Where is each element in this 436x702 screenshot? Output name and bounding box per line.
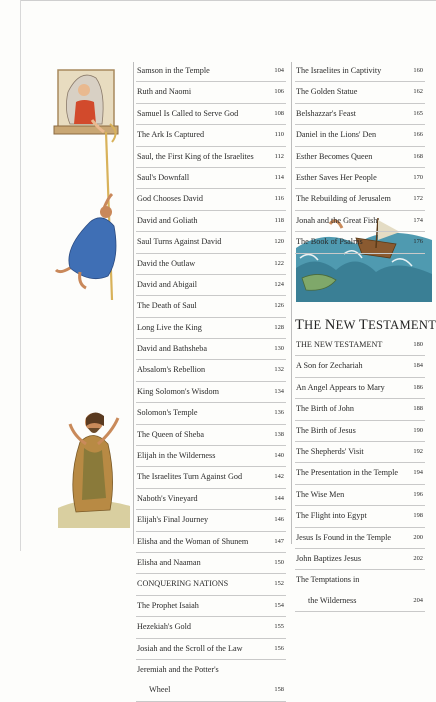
entry-page: 110 bbox=[274, 131, 284, 139]
contents-entry[interactable] bbox=[136, 189, 286, 210]
entry-page: 122 bbox=[274, 259, 284, 267]
entry-title: The Queen of Sheba bbox=[137, 429, 205, 439]
entry-page: 114 bbox=[274, 173, 284, 181]
entry-page: 170 bbox=[413, 173, 423, 181]
contents-entry[interactable] bbox=[136, 617, 286, 638]
contents-entry[interactable] bbox=[295, 125, 425, 146]
contents-entry-continued[interactable] bbox=[136, 680, 286, 701]
entry-title: The Book of Psalms bbox=[296, 237, 363, 247]
entry-page: 116 bbox=[274, 195, 284, 203]
contents-entry[interactable] bbox=[295, 168, 425, 189]
left-contents-column bbox=[136, 61, 286, 702]
entry-page: 162 bbox=[413, 88, 423, 96]
entry-title: David and Abigail bbox=[137, 279, 198, 289]
contents-entry[interactable] bbox=[136, 147, 286, 168]
woman-at-window-illustration bbox=[50, 62, 135, 300]
entry-title: Hezekiah's Gold bbox=[137, 622, 191, 632]
entry-page: 188 bbox=[413, 405, 423, 413]
entry-title: The Birth of Jesus bbox=[296, 425, 356, 435]
contents-entry[interactable] bbox=[295, 463, 425, 484]
contents-entry[interactable] bbox=[136, 82, 286, 103]
entry-page: 132 bbox=[274, 366, 284, 374]
entry-title: Naboth's Vineyard bbox=[137, 493, 198, 503]
contents-entry[interactable] bbox=[136, 660, 286, 680]
contents-entry[interactable] bbox=[295, 528, 425, 549]
entry-title: The Rebuilding of Jerusalem bbox=[296, 194, 391, 204]
entry-page: 160 bbox=[413, 67, 423, 74]
entry-title: The Temptations in bbox=[296, 575, 360, 585]
entry-title: Elisha and the Woman of Shunem bbox=[137, 536, 249, 546]
contents-entry[interactable] bbox=[136, 382, 286, 403]
contents-entry[interactable] bbox=[295, 61, 425, 82]
contents-entry[interactable] bbox=[295, 378, 425, 399]
contents-entry[interactable] bbox=[136, 446, 286, 467]
contents-entry[interactable] bbox=[295, 399, 425, 420]
entry-title: The Ark Is Captured bbox=[137, 130, 205, 140]
entry-title: CONQUERING NATIONS bbox=[137, 579, 229, 589]
entry-page: 204 bbox=[413, 596, 423, 604]
entry-title: Absalom's Rebellion bbox=[137, 365, 206, 375]
contents-entry[interactable] bbox=[295, 549, 425, 570]
entry-page: 112 bbox=[274, 152, 284, 160]
entry-page: 150 bbox=[274, 558, 284, 566]
left-column-rule bbox=[133, 62, 134, 544]
entry-title: Belshazzar's Feast bbox=[296, 108, 356, 118]
entry-page: 138 bbox=[274, 430, 284, 438]
entry-title: King Solomon's Wisdom bbox=[137, 386, 219, 396]
contents-entry[interactable] bbox=[295, 232, 425, 253]
entry-page: 144 bbox=[274, 494, 284, 502]
entry-page: 174 bbox=[413, 216, 423, 224]
entry-title: THE NEW TESTAMENT bbox=[296, 340, 383, 349]
entry-page: 202 bbox=[413, 554, 423, 562]
contents-entry[interactable] bbox=[295, 147, 425, 168]
contents-entry[interactable] bbox=[136, 489, 286, 510]
entry-page: 126 bbox=[274, 302, 284, 310]
entry-page: 152 bbox=[274, 580, 284, 588]
entry-title-continued: Wheel bbox=[149, 685, 171, 695]
entry-title: God Chooses David bbox=[137, 194, 203, 204]
entry-title: The Israelites Turn Against God bbox=[137, 472, 243, 482]
contents-entry[interactable] bbox=[136, 596, 286, 617]
entry-page: 136 bbox=[274, 409, 284, 417]
contents-entry[interactable] bbox=[136, 104, 286, 125]
entry-title: Esther Becomes Queen bbox=[296, 151, 373, 161]
entry-title: The Prophet Isaiah bbox=[137, 600, 199, 610]
contents-entry[interactable] bbox=[295, 356, 425, 377]
entry-page: 186 bbox=[413, 383, 423, 391]
entry-page: 190 bbox=[413, 426, 423, 434]
contents-entry[interactable] bbox=[136, 232, 286, 253]
page-edge-left bbox=[20, 0, 21, 551]
entry-title-continued: the Wilderness bbox=[308, 595, 357, 605]
entry-title: Solomon's Temple bbox=[137, 408, 198, 418]
contents-entry[interactable] bbox=[136, 339, 286, 360]
entry-title: Daniel in the Lions' Den bbox=[296, 130, 377, 140]
contents-entry[interactable] bbox=[295, 421, 425, 442]
entry-title: Jonah and the Great Fish bbox=[296, 215, 378, 225]
contents-entry[interactable] bbox=[136, 61, 286, 82]
entry-title: Saul Turns Against David bbox=[137, 237, 222, 247]
entry-page: 196 bbox=[413, 490, 423, 498]
entry-title: David the Outlaw bbox=[137, 258, 196, 268]
contents-entry[interactable] bbox=[136, 275, 286, 296]
contents-entry[interactable] bbox=[295, 570, 425, 590]
entry-page: 166 bbox=[413, 131, 423, 139]
entry-page: 104 bbox=[274, 67, 284, 74]
entry-page: 176 bbox=[413, 238, 423, 246]
contents-entry[interactable] bbox=[295, 211, 425, 232]
entry-title: Saul's Downfall bbox=[137, 172, 190, 182]
entry-page: 108 bbox=[274, 109, 284, 117]
entry-page: 156 bbox=[274, 644, 284, 652]
entry-page: 124 bbox=[274, 280, 284, 288]
entry-page: 192 bbox=[413, 447, 423, 455]
entry-title: Ruth and Naomi bbox=[137, 87, 192, 97]
contents-entry[interactable] bbox=[136, 639, 286, 660]
contents-entry[interactable] bbox=[136, 168, 286, 189]
contents-entry[interactable] bbox=[136, 403, 286, 424]
entry-page: 158 bbox=[274, 686, 284, 694]
entry-page: 180 bbox=[413, 341, 423, 348]
entry-title: Jesus Is Found in the Temple bbox=[296, 532, 392, 542]
contents-entry[interactable] bbox=[136, 318, 286, 339]
entry-title: Long Live the King bbox=[137, 322, 202, 332]
contents-entry[interactable] bbox=[295, 189, 425, 210]
entry-page: 184 bbox=[413, 362, 423, 370]
contents-section-entry[interactable] bbox=[295, 335, 425, 356]
entry-title: Jeremiah and the Potter's bbox=[137, 664, 219, 674]
entry-page: 200 bbox=[413, 533, 423, 541]
entry-page: 128 bbox=[274, 323, 284, 331]
contents-entry[interactable] bbox=[295, 82, 425, 103]
contents-entry[interactable] bbox=[295, 485, 425, 506]
contents-entry[interactable] bbox=[136, 296, 286, 317]
contents-entry[interactable] bbox=[136, 510, 286, 531]
entry-page: 106 bbox=[274, 88, 284, 96]
contents-entry[interactable] bbox=[136, 360, 286, 381]
entry-page: 140 bbox=[274, 452, 284, 460]
contents-entry[interactable] bbox=[136, 467, 286, 488]
entry-page: 147 bbox=[274, 537, 284, 545]
entry-title: The Shepherds' Visit bbox=[296, 446, 364, 456]
new-testament-heading: THE NEW TESTAMENT bbox=[295, 317, 436, 333]
entry-page: 198 bbox=[413, 512, 423, 520]
entry-title: Josiah and the Scroll of the Law bbox=[137, 643, 243, 653]
center-column-rule bbox=[291, 62, 292, 544]
entry-title: A Son for Zechariah bbox=[296, 361, 363, 371]
entry-title: David and Goliath bbox=[137, 215, 198, 225]
new-testament-column bbox=[295, 313, 436, 612]
contents-entry[interactable] bbox=[136, 211, 286, 232]
entry-title: John Baptizes Jesus bbox=[296, 553, 362, 563]
entry-page: 194 bbox=[413, 469, 423, 477]
entry-page: 168 bbox=[413, 152, 423, 160]
entry-title: The Death of Saul bbox=[137, 301, 197, 311]
entry-page: 120 bbox=[274, 238, 284, 246]
entry-title: Samson in the Temple bbox=[137, 66, 210, 75]
entry-page: 155 bbox=[274, 623, 284, 631]
contents-entry[interactable] bbox=[136, 425, 286, 446]
contents-entry[interactable] bbox=[136, 553, 286, 574]
entry-page: 130 bbox=[274, 345, 284, 353]
entry-title: David and Bathsheba bbox=[137, 344, 208, 354]
entry-page: 165 bbox=[413, 109, 423, 117]
entry-title: Esther Saves Her People bbox=[296, 172, 377, 182]
contents-entry[interactable] bbox=[295, 506, 425, 527]
contents-entry[interactable] bbox=[136, 254, 286, 275]
contents-entry[interactable] bbox=[295, 442, 425, 463]
entry-page: 118 bbox=[274, 216, 284, 224]
contents-section-entry[interactable] bbox=[136, 574, 286, 595]
contents-entry-continued[interactable] bbox=[295, 591, 425, 612]
page-edge-top bbox=[20, 0, 436, 1]
entry-title: Elijah in the Wilderness bbox=[137, 451, 216, 461]
entry-page: 172 bbox=[413, 195, 423, 203]
entry-title: The Presentation in the Temple bbox=[296, 468, 399, 478]
contents-entry[interactable] bbox=[295, 104, 425, 125]
entry-title: The Golden Statue bbox=[296, 87, 358, 97]
entry-title: Saul, the First King of the Israelites bbox=[137, 151, 254, 161]
entry-title: Elijah's Final Journey bbox=[137, 515, 209, 525]
entry-page: 142 bbox=[274, 473, 284, 481]
entry-title: Elisha and Naaman bbox=[137, 557, 201, 567]
entry-page: 134 bbox=[274, 387, 284, 395]
entry-title: Samuel Is Called to Serve God bbox=[137, 108, 239, 118]
contents-entry[interactable] bbox=[136, 125, 286, 146]
entry-title: The Israelites in Captivity bbox=[296, 66, 382, 75]
entry-page: 154 bbox=[274, 601, 284, 609]
entry-title: An Angel Appears to Mary bbox=[296, 382, 385, 392]
right-contents-column bbox=[295, 61, 425, 254]
contents-entry[interactable] bbox=[136, 532, 286, 553]
entry-page: 146 bbox=[274, 516, 284, 524]
entry-title: The Flight into Egypt bbox=[296, 511, 367, 521]
entry-title: The Wise Men bbox=[296, 489, 345, 499]
entry-title: The Birth of John bbox=[296, 404, 354, 414]
praying-man-illustration bbox=[58, 398, 130, 528]
